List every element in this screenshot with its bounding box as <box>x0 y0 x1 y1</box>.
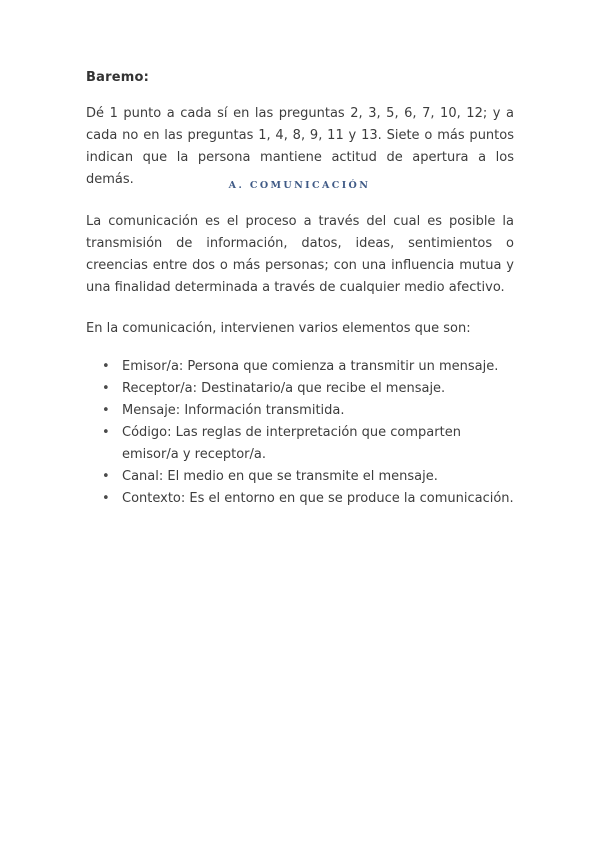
section-title: A. COMUNICACIÓN <box>228 180 371 191</box>
list-item-text: Emisor/a: Persona que comienza a transmitir un mensaje. <box>122 359 499 374</box>
communication-elements-list <box>100 356 514 510</box>
list-item <box>100 466 514 488</box>
list-item-text: Receptor/a: Destinatario/a que recibe el mensaje. <box>122 381 446 396</box>
list-item <box>100 378 514 400</box>
communication-intro-paragraph: En la comunicación, intervienen varios elementos que son: <box>86 321 471 336</box>
bullet-icon: • <box>102 381 110 396</box>
bullet-icon: • <box>102 425 110 440</box>
baremo-paragraph: Dé 1 punto a cada sí en las preguntas 2, 3, 5, 6, 7, 10, 12; y a cada no en las preguntas 1, 4, 8, 9, 11 y 13. Siete o más puntos indican que la persona mantiene actitud de apertura a los demás. <box>86 106 514 187</box>
bullet-icon: • <box>102 403 110 418</box>
baremo-heading: Baremo: <box>86 70 149 85</box>
list-item-text: Contexto: Es el entorno en que se produce la comunicación. <box>122 491 514 506</box>
list-item-text: Mensaje: Información transmitida. <box>122 403 345 418</box>
list-item <box>100 488 514 510</box>
list-item <box>100 400 514 422</box>
list-item-text: Código: Las reglas de interpretación que comparten emisor/a y receptor/a. <box>122 425 461 462</box>
bullet-icon: • <box>102 469 110 484</box>
bullet-icon: • <box>102 359 110 374</box>
bullet-icon: • <box>102 491 110 506</box>
list-item <box>100 356 514 378</box>
communication-definition-paragraph: La comunicación es el proceso a través del cual es posible la transmisión de información, datos, ideas, sentimientos o creencias entre dos o más personas; con una influencia mutua y una finalidad determinada a través de cualquier medio afectivo. <box>86 214 514 295</box>
list-item-text: Canal: El medio en que se transmite el mensaje. <box>122 469 438 484</box>
list-item <box>100 422 514 466</box>
